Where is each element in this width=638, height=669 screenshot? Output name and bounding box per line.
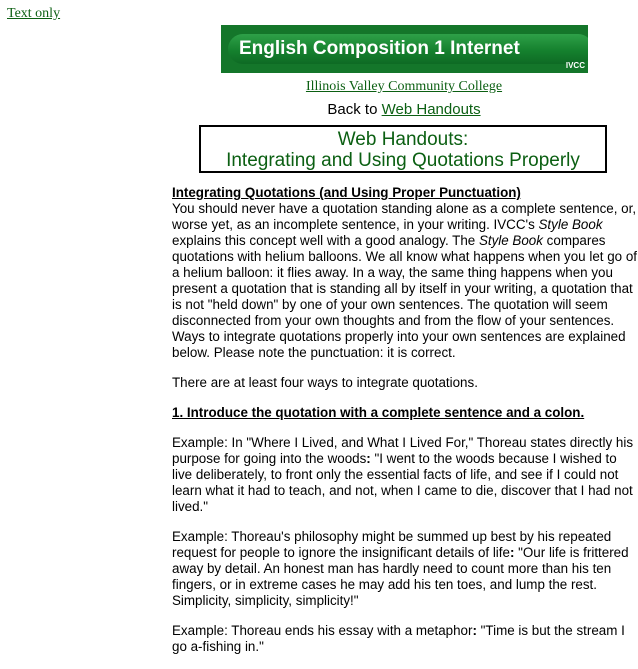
intro-paragraph (172, 185, 638, 361)
example-2-colon: : (509, 545, 515, 560)
method1-heading: 1. Introduce the quotation with a complete sentence and a colon. (172, 405, 585, 420)
intro-part2: explains this concept well with a good analogy. The (172, 233, 479, 248)
style-book-ref-1: Style Book (538, 217, 603, 232)
back-line (0, 101, 638, 118)
banner-tag: IVCC (565, 61, 585, 70)
back-prefix: Back to (327, 101, 382, 118)
intro-part3: compares quotations with helium balloons. We all know what happens when you let go of a helium balloon: it flies away. In a way, the same thing happens when you present a quotation that is standing all by itself in your writing, a quotation that is not "held down" by one of your own sentences. The quotation will seem disconnected from your own thoughts and from the flow of your sentences. Ways to integrate quotations properly into your own sentences are explained below. Please note the punctuation: it is correct. (172, 233, 637, 360)
college-link[interactable]: Illinois Valley Community College (305, 79, 503, 94)
example-3-colon: : (472, 623, 477, 638)
intro-part1: You should never have a quotation standing alone as a complete sentence, or, worse yet, as an incomplete sentence, in your writing. IVCC's (172, 201, 637, 232)
banner-title: English Composition 1 Internet (239, 38, 520, 59)
page-title-line1: Web Handouts: (337, 129, 469, 150)
example-2-after: "Our life is frittered away by detail. An honest man has hardly need to count more than his ten fingers, or in extreme cases he may add his ten toes, and lump the rest. Simplicity, simplicity, simplicity!" (172, 545, 629, 608)
example-1-after: "I went to the woods because I wished to live deliberately, to front only the essential facts of life, and see if I could not learn what it had to teach, and not, when I came to die, discover that I had not lived." (172, 451, 633, 514)
section-heading: Integrating Quotations (and Using Proper Punctuation) (172, 185, 521, 200)
example-3-before: Example: Thoreau ends his essay with a metaphor (172, 623, 473, 638)
example-2-before: Example: Thoreau's philosophy might be summed up best by his repeated request for people to ignore the insignificant details of life (172, 529, 612, 560)
example-1-before: Example: In "Where I Lived, and What I Lived For," Thoreau states directly his purpose for going into the woods (172, 435, 634, 466)
style-book-ref-2: Style Book (478, 233, 543, 248)
text-only-link[interactable]: Text only (7, 6, 61, 21)
example-paragraph-2 (172, 529, 638, 609)
college-line (0, 79, 638, 95)
article-content (172, 185, 638, 669)
four-ways-paragraph: There are at least four ways to integrate quotations. (172, 375, 478, 390)
example-paragraph-1 (172, 435, 638, 515)
example-paragraph-3 (172, 623, 638, 655)
example-3-after: "Time is but the stream I go a-fishing in." (172, 623, 625, 654)
course-banner (221, 25, 588, 73)
web-handouts-link[interactable]: Web Handouts (381, 101, 481, 118)
page-title (199, 125, 607, 173)
page-title-line2: Integrating and Using Quotations Properly (226, 150, 580, 171)
example-1-colon: : (366, 451, 371, 466)
